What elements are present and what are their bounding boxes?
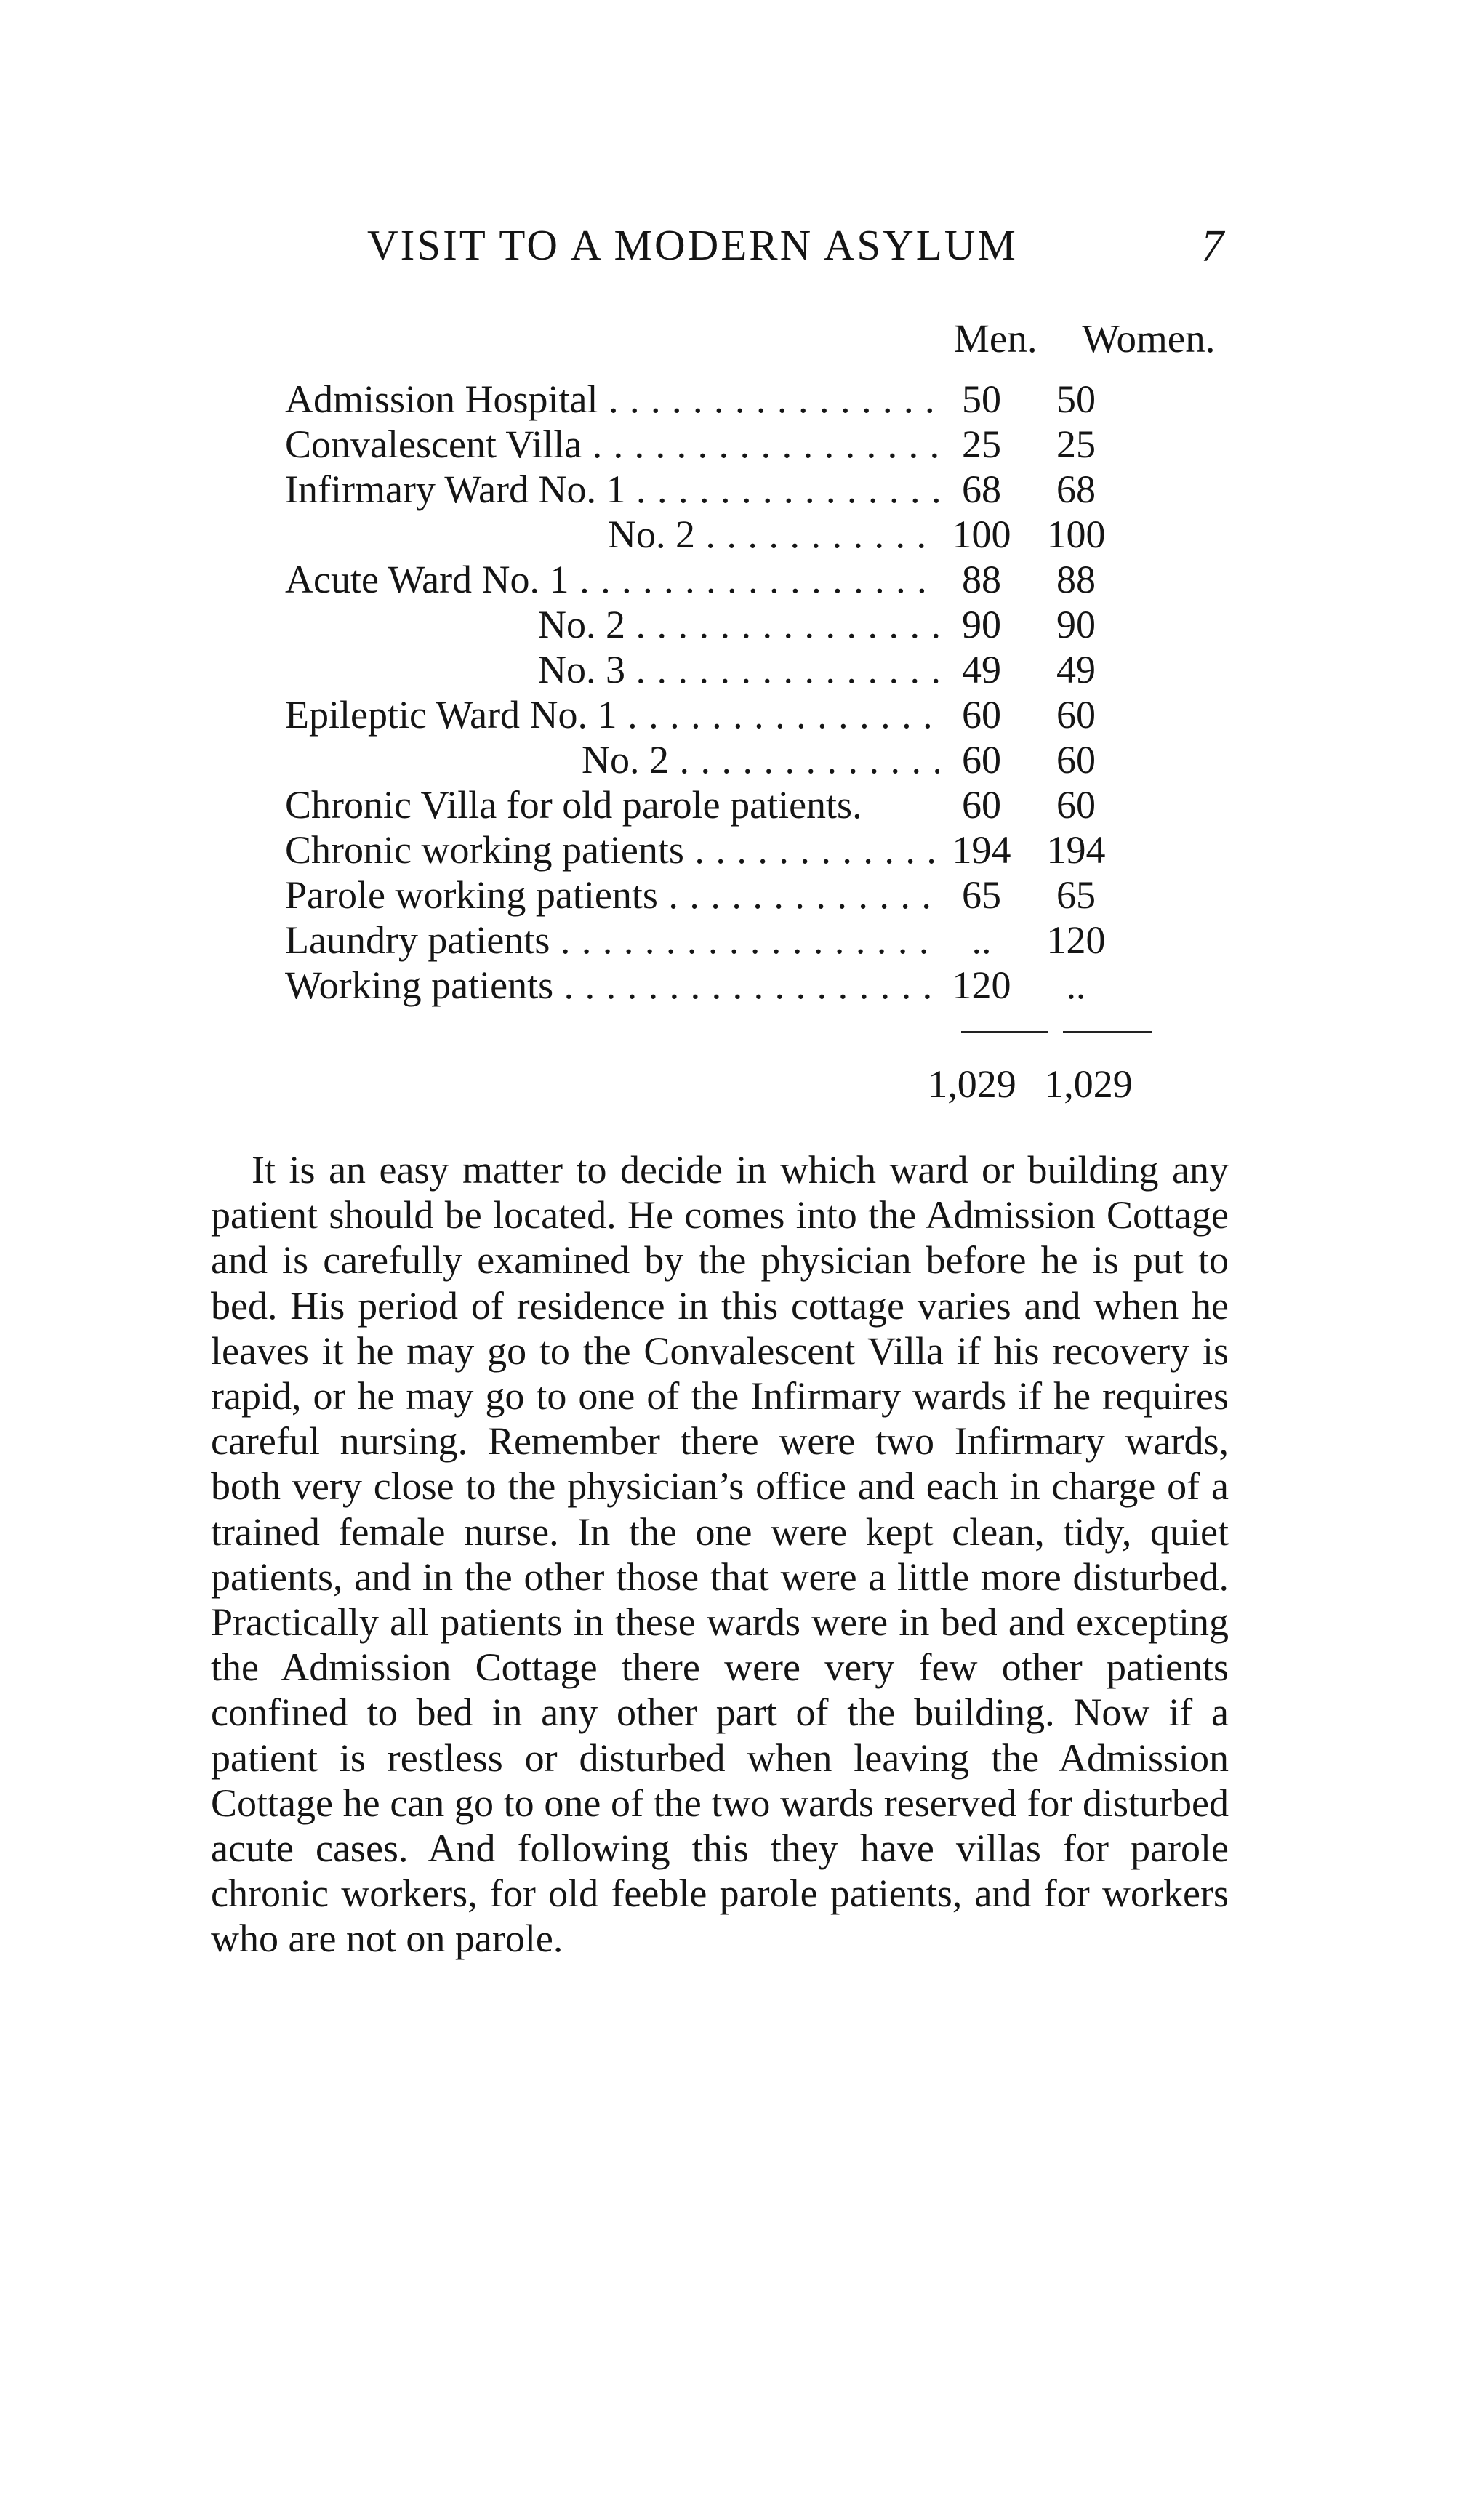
row-label: No. 3 . . .: [538, 647, 939, 692]
men-value: 49: [962, 648, 1001, 691]
men-value: 194: [952, 828, 1011, 872]
column-header-men: Men.: [954, 316, 1037, 361]
women-value: 60: [1056, 783, 1096, 827]
men-value: 68: [962, 468, 1001, 511]
table-row: [0, 918, 1465, 963]
women-value: 194: [1046, 828, 1106, 872]
women-value: 120: [1046, 918, 1106, 962]
total-rule-men: [961, 1031, 1048, 1033]
row-label: Chronic Villa for old parole patients.: [285, 783, 862, 827]
table-row: [0, 602, 1465, 647]
body-paragraph: It is an easy matter to decide in which ward or building any patient should be located. He comes into the Admission Cottage and is carefully examined by the physician before he is put to bed. His period of residence in this cottage varies and when he leaves it he may go to the Convalescent Villa if his recovery is rapid, or he may go to one of the Infirmary wards if he requires careful nursing. Remember there were two Infirmary wards, both very close to the physician’s office and each in charge of a trained female nurse. In the one were kept clean, tidy, quiet patients, and in the other those that were a little more disturbed. Practically all patients in these wards were in bed and excepting the Admission Cottage there were very few other patients confined to bed in any other part of the building. Now if a patient is restless or disturbed when leaving the Admission Cottage he can go to one of the two wards reserved for disturbed acute cases. And following this they have villas for parole chronic workers, for old feeble parole patients, and for workers who are not on parole.: [211, 1148, 1229, 1961]
men-value: 50: [962, 377, 1001, 421]
men-value: 60: [962, 783, 1001, 827]
table-row: [0, 963, 1465, 1008]
table-row: [0, 737, 1465, 782]
women-value: 25: [1056, 422, 1096, 466]
women-value: 65: [1056, 873, 1096, 917]
row-label: Parole working patients . . .: [285, 872, 939, 918]
men-value: 65: [962, 873, 1001, 917]
men-value: ..: [971, 918, 992, 962]
women-value: 50: [1056, 377, 1096, 421]
women-value: 60: [1056, 738, 1096, 782]
total-rule-women: [1063, 1031, 1152, 1033]
women-value: 100: [1046, 513, 1106, 556]
row-label: Working patients . . .: [285, 963, 939, 1008]
row-label: No. 2 . . .: [608, 512, 939, 557]
table-row: [0, 827, 1465, 872]
total-women: 1,029: [1044, 1062, 1133, 1106]
table-row: [0, 872, 1465, 918]
men-value: 88: [962, 558, 1001, 601]
row-label: Epileptic Ward No. 1 . . .: [285, 692, 939, 737]
men-value: 25: [962, 422, 1001, 466]
women-value: 49: [1056, 648, 1096, 691]
row-label: Admission Hospital . . .: [285, 377, 939, 422]
table-row: [0, 647, 1465, 692]
row-label: Chronic working patients . . .: [285, 827, 939, 872]
running-head: VISIT TO A MODERN ASYLUM: [367, 221, 1018, 269]
men-value: 120: [952, 963, 1011, 1007]
women-value: 90: [1056, 603, 1096, 646]
women-value: 68: [1056, 468, 1096, 511]
row-label: Laundry patients . . .: [285, 918, 939, 963]
men-value: 60: [962, 693, 1001, 737]
men-value: 100: [952, 513, 1011, 556]
table-row: [0, 782, 1465, 827]
men-value: 90: [962, 603, 1001, 646]
page-number: 7: [1201, 222, 1224, 271]
women-value: 88: [1056, 558, 1096, 601]
table-row: [0, 512, 1465, 557]
total-men: 1,029: [928, 1062, 1016, 1106]
row-label: No. 2 . . .: [538, 602, 939, 647]
row-label: Convalescent Villa . . .: [285, 422, 939, 467]
women-value: 60: [1056, 693, 1096, 737]
table-row: [0, 422, 1465, 467]
table-row: [0, 557, 1465, 602]
women-value: ..: [1066, 963, 1086, 1007]
row-label: No. 2 . . .: [582, 737, 939, 782]
row-label: Acute Ward No. 1 . . .: [285, 557, 939, 602]
column-header-women: Women.: [1082, 316, 1216, 361]
row-label: Infirmary Ward No. 1 . . .: [285, 467, 939, 512]
table-row: [0, 467, 1465, 512]
table-row: [0, 692, 1465, 737]
men-value: 60: [962, 738, 1001, 782]
table-row: [0, 377, 1465, 422]
